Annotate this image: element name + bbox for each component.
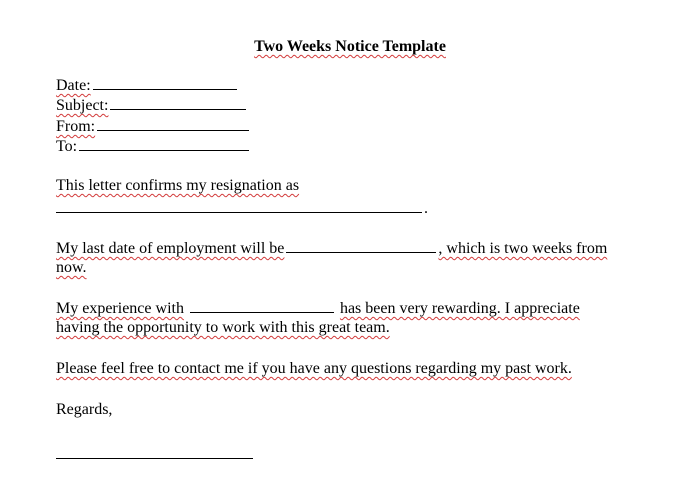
rewarding-text: has been very rewarding. I appreciate xyxy=(339,300,580,317)
opportunity-text: having the opportunity to work with this great team. xyxy=(56,319,390,336)
position-line xyxy=(56,198,428,219)
signature-line xyxy=(56,458,253,459)
from-field xyxy=(56,116,251,137)
from-label: From: xyxy=(56,118,96,135)
experience-text: My experience with xyxy=(56,300,184,317)
last-date-paragraph xyxy=(56,238,607,259)
position-period: . xyxy=(424,200,428,217)
date-label: Date: xyxy=(56,77,91,94)
now-text: now. xyxy=(56,259,87,276)
to-blank xyxy=(79,136,249,151)
two-weeks-text: , which is two weeks from xyxy=(438,240,608,257)
contact-text: Please feel free to contact me if you have any questions regarding my past work. xyxy=(56,360,572,377)
date-blank xyxy=(93,75,237,90)
experience-paragraph xyxy=(56,298,580,319)
last-date-paragraph-line2 xyxy=(56,258,87,278)
resignation-text: This letter confirms my resignation as xyxy=(56,177,300,194)
last-date-text: My last date of employment will be xyxy=(56,240,285,257)
closing xyxy=(56,400,112,420)
subject-field xyxy=(56,95,248,116)
subject-label: Subject: xyxy=(56,97,109,114)
date-field xyxy=(56,75,239,96)
document-title: Two Weeks Notice Template xyxy=(254,38,446,55)
resignation-paragraph xyxy=(56,176,299,196)
from-blank xyxy=(97,116,249,131)
closing-text: Regards, xyxy=(56,401,113,418)
contact-paragraph xyxy=(56,359,572,379)
subject-blank xyxy=(110,95,246,110)
last-date-blank xyxy=(286,238,436,253)
experience-paragraph-line2 xyxy=(56,318,390,338)
to-field xyxy=(56,136,251,157)
company-blank xyxy=(190,298,334,313)
to-label: To: xyxy=(56,138,78,155)
position-blank xyxy=(56,198,422,213)
